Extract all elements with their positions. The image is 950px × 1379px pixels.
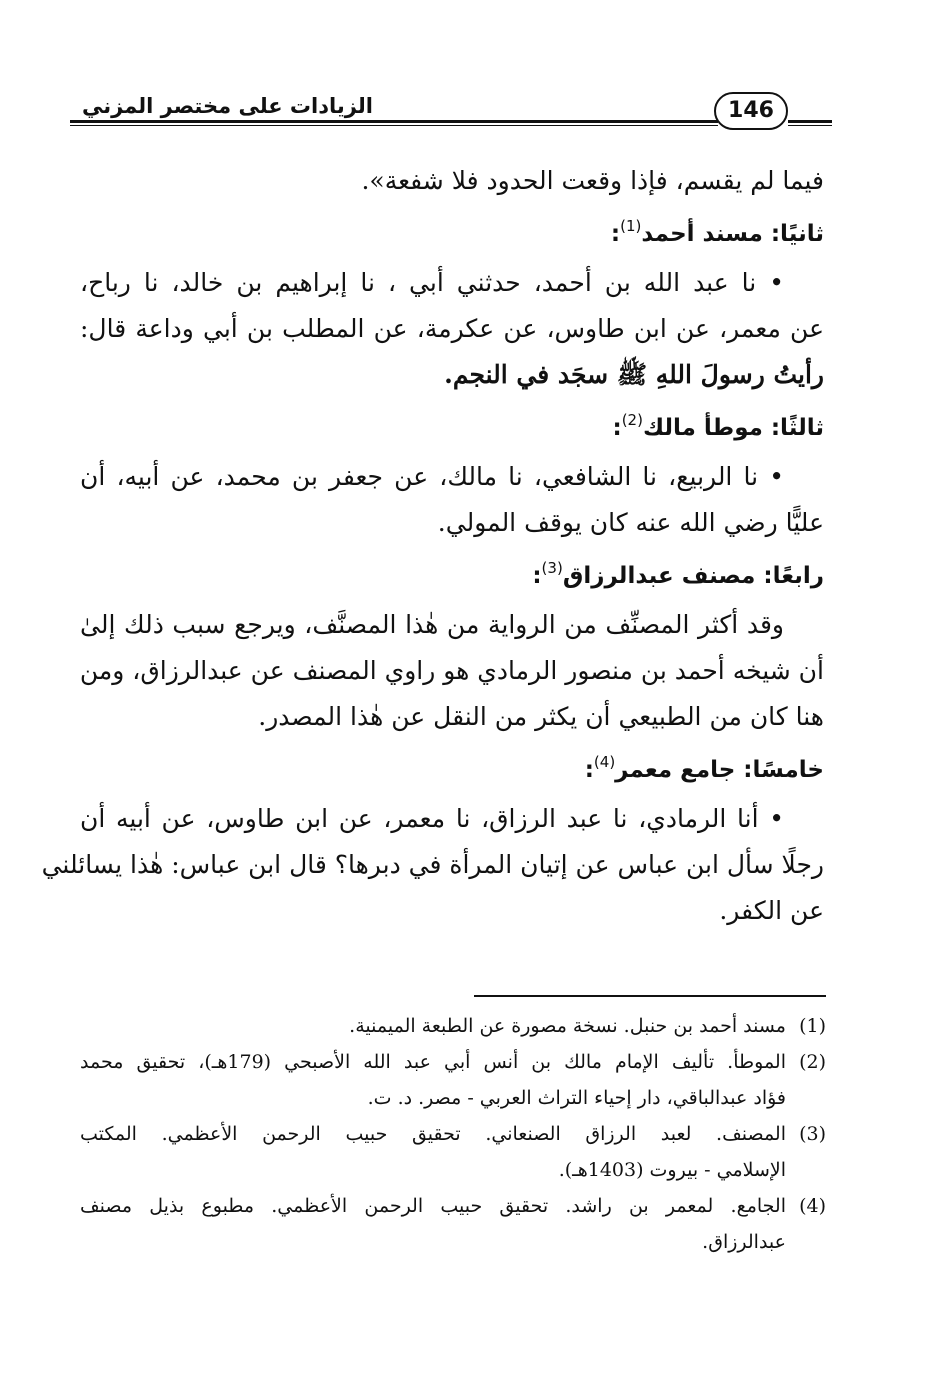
text-line: رأيتُ رسولَ اللهِ ﷺ سجَد في النجم. <box>444 360 824 389</box>
running-header <box>70 88 830 138</box>
section-heading-text: ثالثًا: موطأ مالك <box>642 415 824 441</box>
footnote-ref: (3) <box>541 559 563 577</box>
section-heading-text: ثانيًا: مسند أحمد <box>641 221 824 247</box>
footnote-ref: (2) <box>621 411 643 429</box>
text-line: هنا كان من الطبيعي أن يكثر من النقل عن هٰذا المصدر. <box>258 702 824 731</box>
header-rule <box>70 120 718 123</box>
footnote-text <box>80 1044 786 1116</box>
main-text <box>41 158 824 934</box>
footnote-line: المصنف. لعبد الرزاق الصنعاني. تحقيق حبيب الرحمن الأعظمي. المكتب <box>80 1123 786 1145</box>
footnotes <box>80 1008 826 1260</box>
running-title: الزيادات على مختصر المزني <box>82 94 373 118</box>
header-rule-thin <box>70 125 718 126</box>
text-line: عن الكفر. <box>719 896 824 925</box>
text-line: فيما لم يقسم، فإذا وقعت الحدود فلا شفعة». <box>361 166 824 195</box>
footnote-number: (2) <box>799 1051 826 1073</box>
text-line: • أنا الرمادي، نا عبد الرزاق، نا معمر، عن ابن طاوس، عن أبيه أن <box>80 804 784 833</box>
footnote-text <box>80 1008 786 1044</box>
text-line: • نا الربيع، نا الشافعي، نا مالك، عن جعفر بن محمد، عن أبيه، أن <box>80 462 784 491</box>
footnote-text <box>80 1188 786 1260</box>
footnote-ref: (1) <box>620 217 642 235</box>
text-line: عن معمر، عن ابن طاوس، عن عكرمة، عن المطلب بن أبي وداعة قال: <box>80 314 824 343</box>
footnote <box>80 1008 826 1044</box>
footnote-number: (3) <box>799 1123 826 1145</box>
text-line: وقد أكثر المصنِّف من الرواية من هٰذا المصنَّف، ويرجع سبب ذلك إلىٰ <box>80 610 784 639</box>
section-heading-text: خامسًا: جامع معمر <box>615 757 824 783</box>
footnote-ref: (4) <box>593 753 616 771</box>
page-number: 146 <box>714 92 788 130</box>
footnote-number: (1) <box>799 1015 826 1037</box>
header-rule-right-thin <box>788 125 832 126</box>
footnote-line: عبدالرزاق. <box>702 1231 786 1253</box>
text-line: أن شيخه أحمد بن منصور الرمادي هو راوي المصنف عن عبدالرزاق، ومن <box>79 656 824 685</box>
section-heading: ثانيًا: مسند أحمد$^{(1)}$: <box>610 217 824 247</box>
footnote <box>80 1044 826 1116</box>
footnote-separator <box>474 995 826 997</box>
text-line: • نا عبد الله بن أحمد، حدثني أبي ، نا إبراهيم بن خالد، نا رباح، <box>80 268 784 297</box>
section-heading: ثالثًا: موطأ مالك$^{(2)}$: <box>612 411 824 441</box>
header-rule-right <box>788 120 832 123</box>
footnote-line: الموطأ. تأليف الإمام مالك بن أنس أبي عبد الله الأصبحي (179هـ)، تحقيق محمد <box>80 1051 787 1073</box>
footnote-number: (4) <box>799 1195 826 1217</box>
section-heading: خامسًا: جامع معمر$^{(4)}$: <box>584 753 824 783</box>
footnote-line: مسند أحمد بن حنبل. نسخة مصورة عن الطبعة الميمنية. <box>349 1015 786 1037</box>
section-heading: رابعًا: مصنف عبدالرزاق$^{(3)}$: <box>532 559 824 589</box>
text-line: عليًّا رضي الله عنه كان يوقف المولي. <box>437 508 824 537</box>
footnote-line: الجامع. لمعمر بن راشد. تحقيق حبيب الرحمن الأعظمي. مطبوع بذيل مصنف <box>80 1195 786 1217</box>
footnote-line: فؤاد عبدالباقي، دار إحياء التراث العربي - مصر. د. ت. <box>367 1087 786 1109</box>
footnote <box>80 1116 826 1188</box>
footnote <box>80 1188 826 1260</box>
section-heading-text: رابعًا: مصنف عبدالرزاق <box>562 563 824 589</box>
text-line: رجلًا سأل ابن عباس عن إتيان المرأة في دبرها؟ قال ابن عباس: هٰذا يسائلني <box>41 850 824 879</box>
footnote-text <box>80 1116 786 1188</box>
footnote-line: الإسلامي - بيروت (1403هـ). <box>558 1159 786 1181</box>
